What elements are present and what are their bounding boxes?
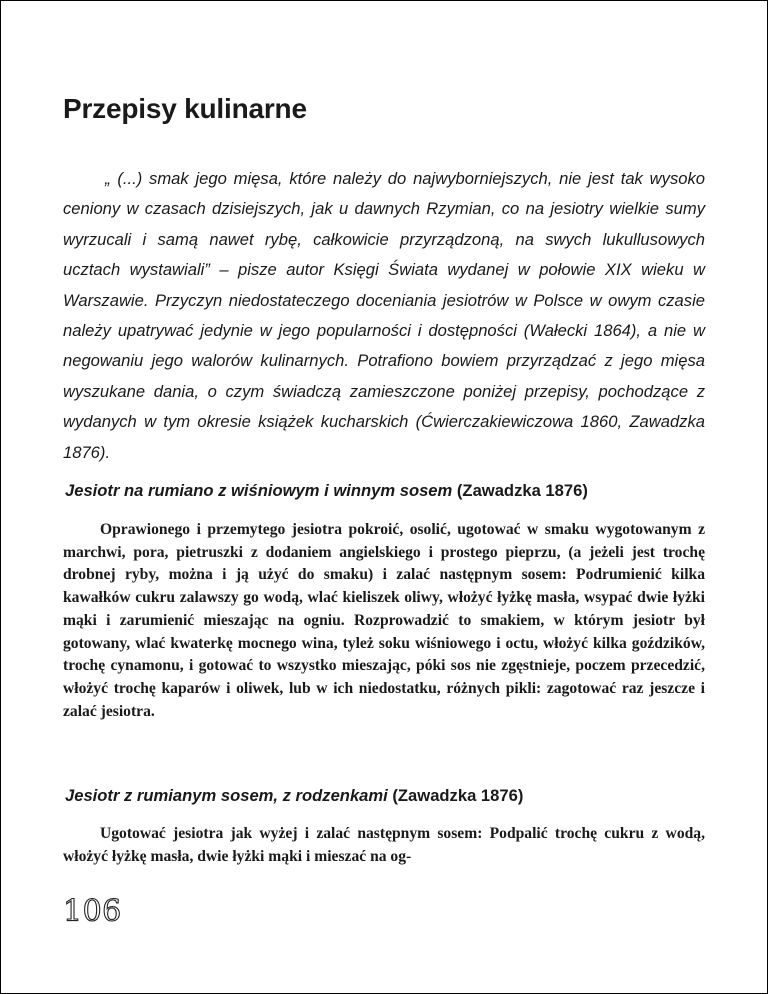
recipe-source: (Zawadzka 1876): [387, 786, 524, 805]
recipe-source: (Zawadzka 1876): [452, 481, 588, 500]
recipe-body: Ugotować jesiotra jak wyżej i zalać następnym sosem: Podpalić trochę cukru z wodą, włożyć łyżkę masła, dwie łyżki mąki i mieszać na og-: [63, 825, 705, 865]
recipe-body: Oprawionego i przemytego jesiotra pokroić, osolić, ugotować w smaku wygotowanym z marchwi, pora, pietruszki z dodaniem angielskiego i prostego pieprzu, (a jeżeli jest trochę drobnej ryby, można i ją użyć do smaku) i zalać następnym sosem: Podrumienić kilka kawałków cukru zalawszy go wodą, wlać kieliszek oliwy, włożyć łyżkę masła, wsypać dwie łyżki mąki i zarumienić mieszając na ogniu. Rozprowadzić to smakiem, w którym jesiotr był gotowany, wlać kwaterkę mocnego wina, tyleż soku wiśniowego i octu, włożyć kilka goździków, trochę cynamonu, i gotować to wszystko mieszając, póki sos nie zgęstnieje, poczem przecedzić, włożyć trochę kaparów i oliwek, lub w ich niedostatku, różnych pikli: zagotować raz jeszcze i zalać jesiotra.: [63, 521, 705, 720]
recipe-name: Jesiotr z rumianym sosem, z rodzenkami: [65, 786, 388, 805]
page-number: 106: [63, 894, 122, 929]
page-title: Przepisy kulinarne: [63, 93, 307, 124]
recipe-heading: [65, 481, 588, 501]
recipe-name: Jesiotr na rumiano z wiśniowym i winnym sosem: [65, 481, 453, 500]
intro-paragraph: „ (...) smak jego mięsa, które należy do najwyborniejszych, nie jest tak wysoko ceniony w czasach dzisiejszych, jak u dawnych Rzymian, co na jesiotry wielkie sumy wyrzucali i samą nawet rybę, całkowicie przyrządzoną, na swych lukullusowych ucztach wystawiali” – pisze autor Księgi Świata wydanej w połowie XIX wieku w Warszawie. Przyczyn niedostateczego doceniania jesiotrów w Polsce w owym czasie należy upatrywać jedynie w jego popularności i dostępności (Wałecki 1864), a nie w negowaniu jego walorów kulinarnych. Potrafiono bowiem przyrządzać z jego mięsa wyszukane dania, o czym świadczą zamieszczone poniżej przepisy, pochodzące z wydanych w tym okresie książek kucharskich (Ćwierczakiewiczowa 1860, Zawadzka 1876).: [63, 169, 705, 462]
recipe-heading: [65, 786, 523, 806]
